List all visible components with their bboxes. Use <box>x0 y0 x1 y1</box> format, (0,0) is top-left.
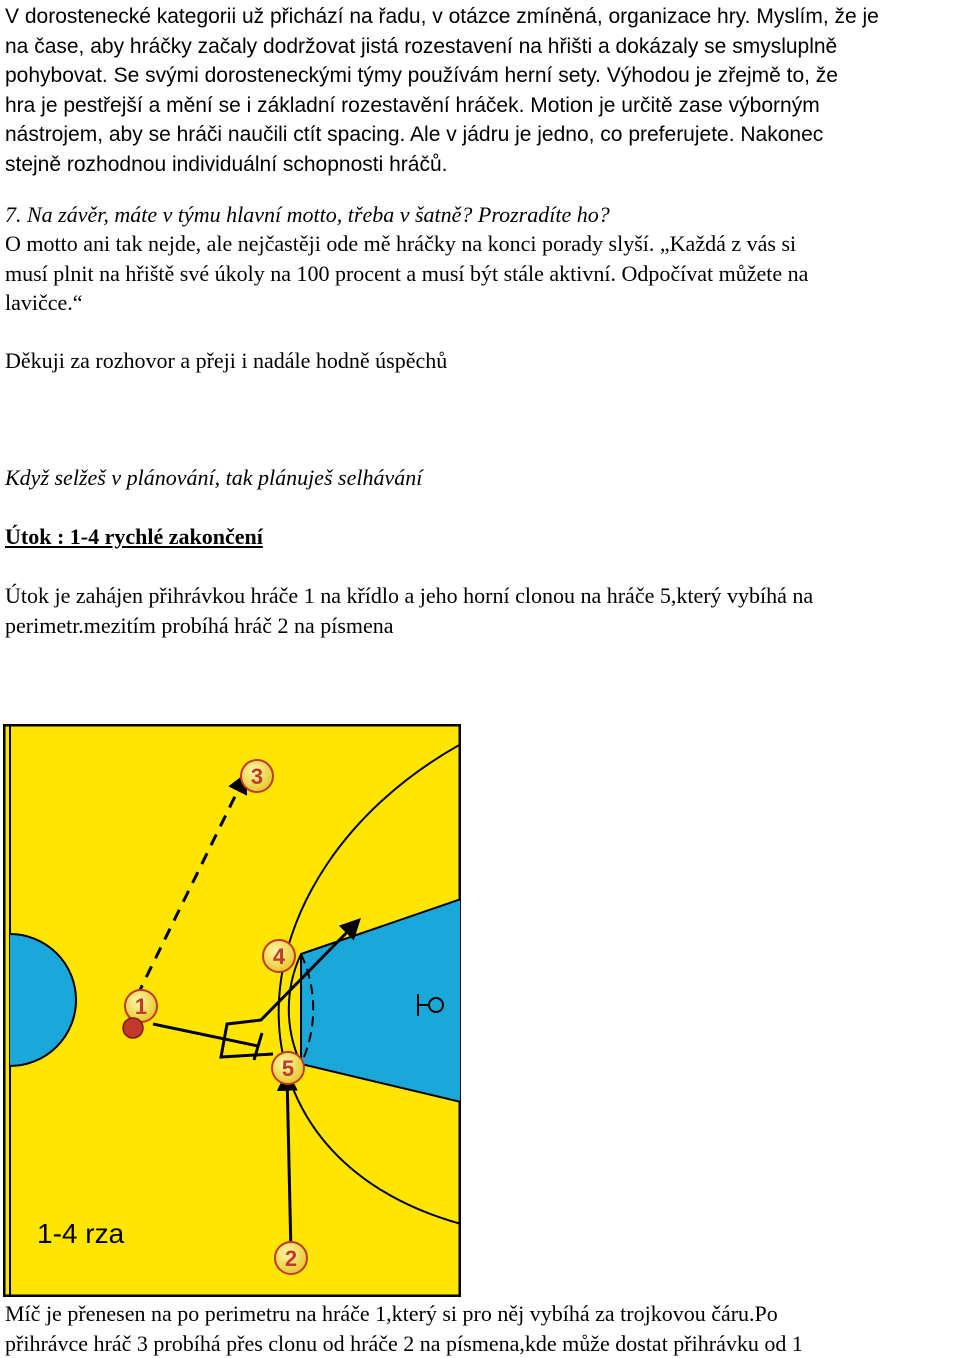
player-5-marker <box>272 1052 304 1084</box>
text-line: V dorostenecké kategorii už přichází na řadu, v otázce zmíněná, organizace hry. Myslím, že je <box>5 2 950 32</box>
player-4-marker <box>263 940 295 972</box>
player-3-label: 3 <box>251 764 263 789</box>
court-diagram-svg <box>3 724 461 1297</box>
text-line: hra je pestřejší a mění se i základní rozestavění hráček. Motion je určitě zase výborným <box>5 91 950 121</box>
text-line: perimetr.mezitím probíhá hráč 2 na písmena <box>5 611 950 641</box>
player-5-label: 5 <box>282 1056 294 1081</box>
diagram-label: 1-4 rza <box>37 1218 125 1249</box>
ball-icon <box>123 1018 143 1038</box>
text-line: O motto ani tak nejde, ale nejčastěji ode mě hráčky na konci porady slyší. „Každá z vás si <box>5 229 950 259</box>
play-diagram <box>3 724 461 1297</box>
text-line: lavičce.“ <box>5 288 950 318</box>
interview-paragraph <box>5 2 950 179</box>
player-2-marker <box>275 1242 307 1274</box>
play-description <box>5 581 950 640</box>
answer-paragraph <box>5 229 950 318</box>
player-4-label: 4 <box>273 944 286 969</box>
player-2-label: 2 <box>285 1246 297 1271</box>
footer-paragraph <box>5 1299 950 1358</box>
text-line: Míč je přenesen na po perimetru na hráče 1,který si pro něj vybíhá za trojkovou čáru.Po <box>5 1299 950 1329</box>
player-3-marker <box>241 760 273 792</box>
player-1-label: 1 <box>135 994 147 1019</box>
text-line: musí plnit na hřiště své úkoly na 100 procent a musí být stále aktivní. Odpočívat můžete na <box>5 259 950 289</box>
closing-thanks <box>5 346 950 376</box>
motto <box>5 463 950 493</box>
heading-text: Útok : 1-4 rychlé zakončení <box>5 522 950 552</box>
text-line: stejně rozhodnou individuální schopnosti hráčů. <box>5 150 950 180</box>
text-line: přihrávce hráč 3 probíhá přes clonu od hráče 2 na písmena,kde může dostat přihrávku od 1 <box>5 1329 950 1358</box>
player-1-marker <box>125 990 157 1022</box>
question-heading <box>5 200 950 230</box>
motto-text: Když selžeš v plánování, tak plánuješ selhávání <box>5 463 950 493</box>
question-text: 7. Na závěr, máte v týmu hlavní motto, třeba v šatně? Prozradíte ho? <box>5 200 950 230</box>
text-line: nástrojem, aby se hráči naučili ctít spacing. Ale v jádru je jedno, co preferujete. Nakonec <box>5 120 950 150</box>
text-line: na čase, aby hráčky začaly dodržovat jistá rozestavení na hřišti a dokázaly se smysluplně <box>5 32 950 62</box>
play-heading <box>5 522 950 552</box>
text-line: pohybovat. Se svými dorosteneckými týmy používám herní sety. Výhodou je zřejmě to, že <box>5 61 950 91</box>
text-line: Útok je zahájen přihrávkou hráče 1 na křídlo a jeho horní clonou na hráče 5,který vybíhá na <box>5 581 950 611</box>
thanks-text: Děkuji za rozhovor a přeji i nadále hodně úspěchů <box>5 346 950 376</box>
